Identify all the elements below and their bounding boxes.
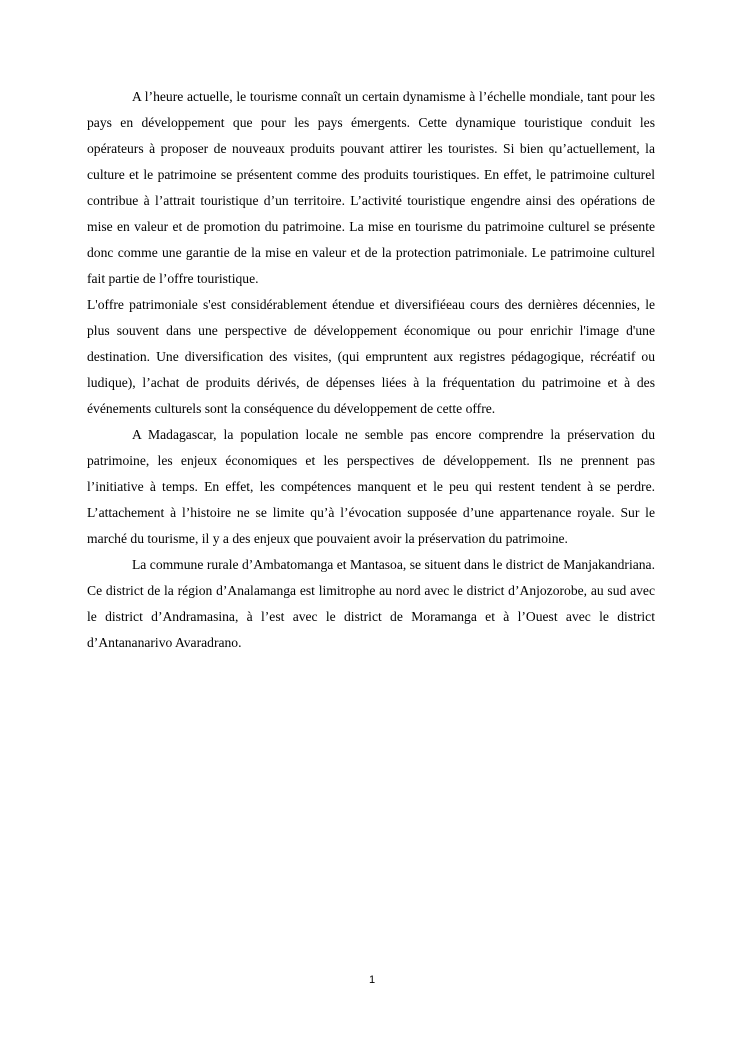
paragraph-district: La commune rurale d’Ambatomanga et Mantasoa, se situent dans le district de Manjakandriana. Ce district de la région d’Analamanga est limitrophe au nord avec le district d’Anjozorobe, au sud avec le district d’Andramasina, à l’est avec le district de Moramanga et à l’Ouest avec le district d’Antananarivo Avaradrano. [87, 557, 655, 650]
paragraph-tourism-dynamics: A l’heure actuelle, le tourisme connaît un certain dynamisme à l’échelle mondiale, tant pour les pays en développement que pour les pays émergents. Cette dynamique touristique conduit les opérateurs à proposer de nouveaux produits pouvant attirer les touristes. Si bien qu’actuellement, la culture et le patrimoine se présentent comme des produits touristiques. En effet, le patrimoine culturel contribue à l’attrait touristique d’un territoire. L’activité touristique engendre ainsi des opérations de mise en valeur et de promotion du patrimoine. La mise en tourisme du patrimoine culturel se présente donc comme une garantie de la mise en valeur et de la protection patrimoniale. Le patrimoine culturel fait partie de l’offre touristique. [87, 89, 655, 286]
page-number: 1 [368, 974, 376, 986]
paragraph-heritage-offer: L'offre patrimoniale s'est considérablement étendue et diversifiéeau cours des dernières décennies, le plus souvent dans une perspective de développement économique ou pour enrichir l'image d'une destination. Une diversification des visites, (qui empruntent aux registres pédagogique, récréatif ou ludique), l’achat de produits dérivés, de dépenses liées à la fréquentation du patrimoine et à des événements culturels sont la conséquence du développement de cette offre. [87, 297, 655, 416]
paragraph-madagascar: A Madagascar, la population locale ne semble pas encore comprendre la préservation du patrimoine, les enjeux économiques et les perspectives de développement. Ils ne prennent pas l’initiative à temps. En effet, les compétences manquent et le peu qui restent tendent à se perdre. L’attachement à l’histoire ne se limite qu’à l’évocation supposée d’une appartenance royale. Sur le marché du tourisme, il y a des enjeux que pouvaient avoir la préservation du patrimoine. [87, 427, 655, 546]
body-text [87, 84, 655, 656]
